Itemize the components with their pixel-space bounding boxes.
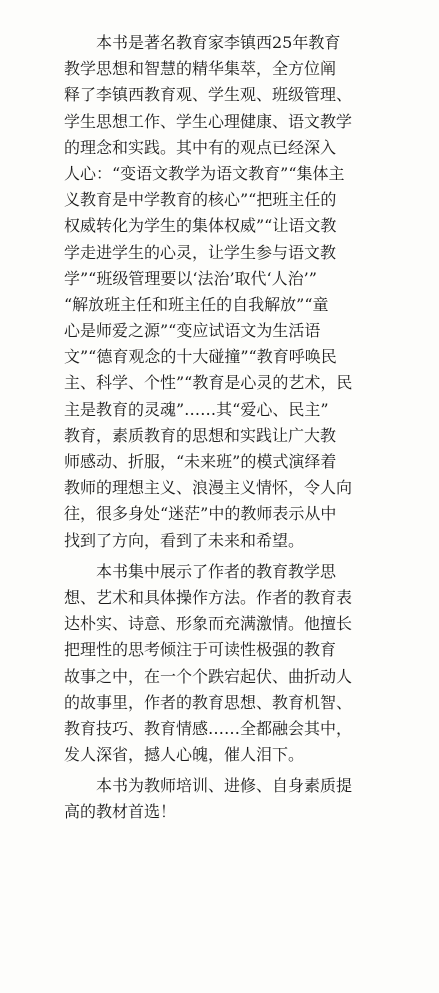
text-line: 主是教育的灵魂”……其“爱心、民主” bbox=[64, 399, 329, 419]
text-line: 发人深省，撼人心魄，催人泪下。 bbox=[64, 745, 305, 765]
text-line: 高的教材首选！ bbox=[64, 802, 177, 822]
text-line: 往，很多身处“迷茫”中的教师表示从中 bbox=[64, 504, 337, 524]
text-line: 学走进学生的心灵，让学生参与语文教 bbox=[64, 242, 337, 262]
text-line: 权威转化为学生的集体权威”“让语文教 bbox=[64, 216, 337, 236]
paragraph-3 bbox=[64, 773, 406, 825]
text-line: 本书是著名教育家李镇西25年教育 bbox=[96, 33, 341, 52]
text-line: 找到了方向，看到了未来和希望。 bbox=[64, 530, 305, 550]
text-line: 学”“班级管理要以‘法治’取代‘人治’” bbox=[64, 268, 317, 288]
text-line: 人心：“变语文教学为语文教育”“集体主 bbox=[64, 163, 345, 183]
text-line: 释了李镇西教育观、学生观、班级管理、 bbox=[64, 85, 353, 105]
text-line: 主、科学、个性”“教育是心灵的艺术，民 bbox=[64, 373, 353, 393]
text-line: “解放班主任和班主任的自我解放”“童 bbox=[64, 294, 329, 314]
text-line: 的故事里，作者的教育思想、教育机智、 bbox=[64, 692, 353, 712]
text-line: 心是师爱之源”“变应试语文为生活语 bbox=[64, 321, 321, 341]
text-line: 师感动、折服，“未来班”的模式演绎着 bbox=[64, 452, 337, 471]
text-line: 教育，素质教育的思想和实践让广大教 bbox=[64, 425, 337, 445]
text-line: 故事之中，在一个个跌宕起伏、曲折动人 bbox=[64, 666, 353, 686]
paragraph-2 bbox=[64, 559, 406, 769]
text-line: 想、艺术和具体操作方法。作者的教育表 bbox=[64, 587, 353, 607]
text-line: 的理念和实践。其中有的观点已经深入 bbox=[64, 137, 337, 157]
text-line: 义教育是中学教育的核心”“把班主任的 bbox=[64, 190, 337, 210]
text-line: 本书为教师培训、进修、自身素质提 bbox=[96, 776, 353, 796]
text-line: 达朴实、诗意、形象而充满激情。他擅长 bbox=[64, 614, 353, 634]
text-line: 把理性的思考倾注于可读性极强的教育 bbox=[64, 640, 337, 660]
text-line: 本书集中展示了作者的教育教学思 bbox=[96, 561, 337, 581]
text-line: 学生思想工作、学生心理健康、语文教学 bbox=[64, 111, 353, 131]
book-description bbox=[64, 30, 406, 826]
text-line: 教师的理想主义、浪漫主义情怀，令人向 bbox=[64, 478, 353, 498]
text-line: 教学思想和智慧的精华集萃，全方位阐 bbox=[64, 59, 337, 79]
paragraph-1 bbox=[64, 30, 406, 554]
text-line: 教育技巧、教育情感……全都融会其中， bbox=[64, 718, 353, 738]
text-line: 文”“德育观念的十大碰撞”“教育呼唤民 bbox=[64, 347, 337, 367]
